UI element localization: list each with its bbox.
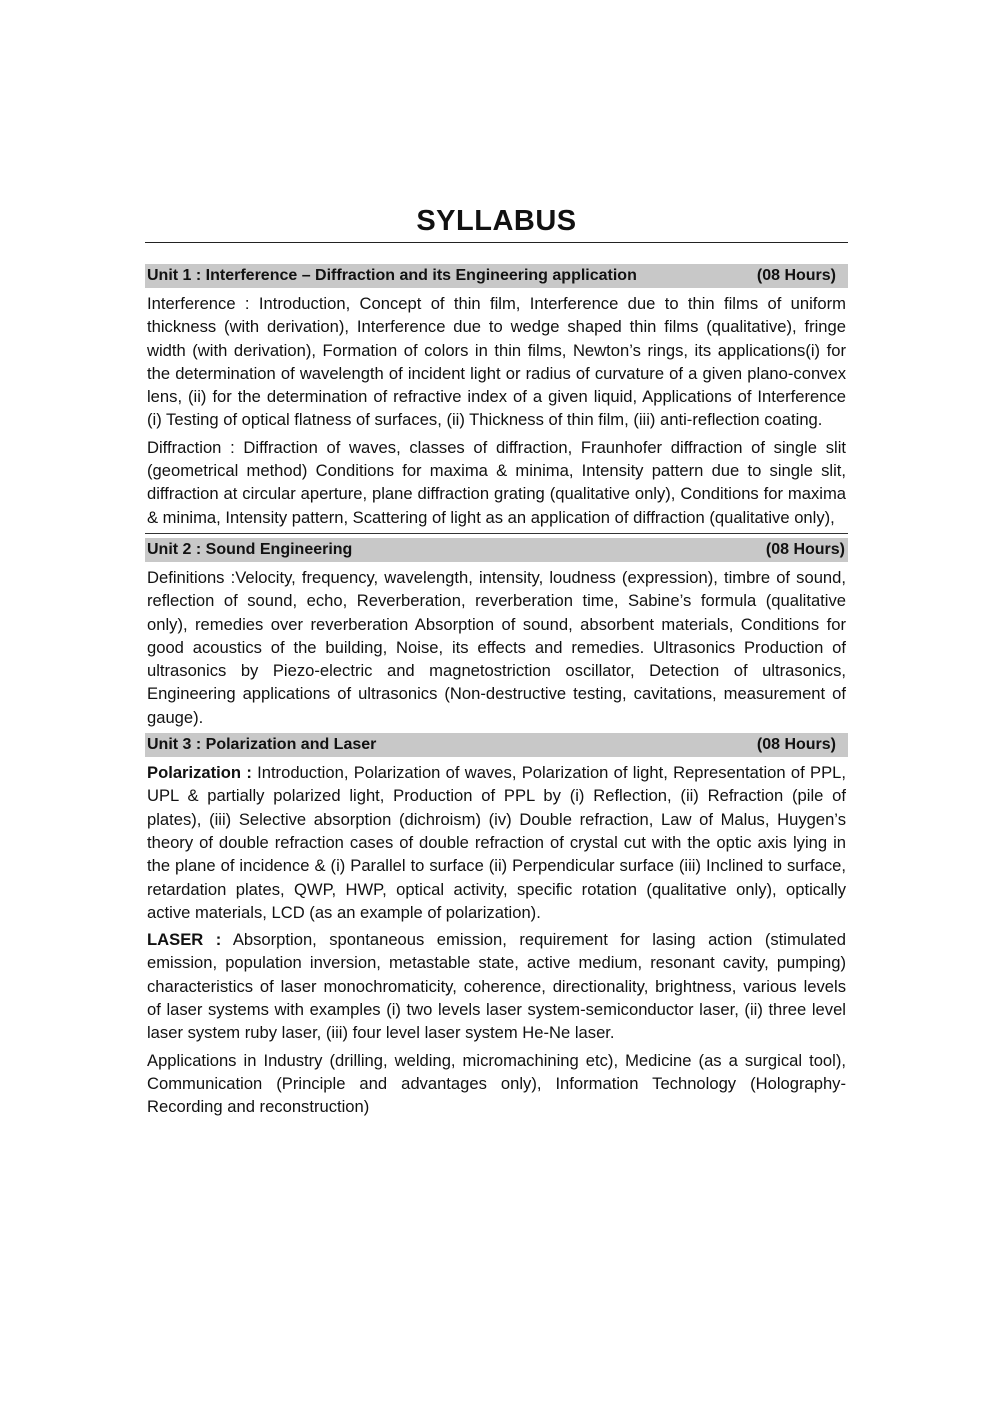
unit-3-hours: (08 Hours) bbox=[756, 736, 836, 754]
unit-3-paragraph-1-lead: Polarization : bbox=[147, 763, 252, 783]
section-divider bbox=[145, 533, 848, 534]
unit-3-paragraph-2-text: Absorption, spontaneous emission, requirement for lasing action (stimulated emission, population inversion, metastable state, active medium, resonant cavity, pumping) characteristics of laser monochromaticity, coherence, directionality, brightness, various levels of laser systems with examples (i) two levels laser system-semiconductor laser, (ii) three level laser system ruby laser, (iii) four level laser system He-Ne laser. bbox=[147, 930, 847, 1043]
unit-2-paragraph-definitions bbox=[147, 566, 846, 729]
unit-3-paragraph-2-lead: LASER : bbox=[147, 930, 222, 950]
unit-1-paragraph-1-text: Interference : Introduction, Concept of thin film, Interference due to thin films of uniform thickness (with derivation), Interference due to wedge shaped thin films (qualitative), fringe width (with derivation), Formation of colors in thin films, Newton’s rings, its applications(i) for the determination of wavelength of incident light or radius of curvature of a given plano-convex lens, (ii) for the determination of refractive index of a given liquid, Applications of Interference (i) Testing of optical flatness of surfaces, (ii) Thickness of thin film, (iii) anti-reflection coating. bbox=[147, 294, 846, 430]
unit-3-paragraph-applications bbox=[147, 1049, 846, 1119]
unit-3-header bbox=[145, 733, 848, 757]
unit-1-heading: Unit 1 : Interference – Diffraction and its Engineering application bbox=[147, 267, 637, 284]
unit-3-paragraph-laser bbox=[147, 928, 846, 1044]
unit-3-paragraph-3-text: Applications in Industry (drilling, welding, micromachining etc), Medicine (as a surgical tool), Communication (Principle and advantages only), Information Technology (Holography-Recording and reconstruction) bbox=[147, 1050, 846, 1117]
unit-1-paragraph-2-text: Diffraction : Diffraction of waves, classes of diffraction, Fraunhofer diffraction of single slit (geometrical method) Conditions for maxima & minima, Intensity pattern due to single slit, diffraction at circular aperture, plane diffraction grating (qualitative only), Conditions for maxima & minima, Intensity pattern, Scattering of light as an application of diffraction (qualitative only), bbox=[147, 437, 846, 527]
unit-2-heading: Unit 2 : Sound Engineering bbox=[147, 540, 353, 558]
unit-1-header bbox=[145, 264, 848, 288]
unit-1-paragraph-interference bbox=[147, 292, 846, 432]
unit-3-heading: Unit 3 : Polarization and Laser bbox=[147, 736, 377, 754]
unit-2-paragraph-1-text: Definitions :Velocity, frequency, wavelength, intensity, loudness (expression), timbre of sound, reflection of sound, echo, Reverberation, reverberation time, Sabine’s formula (qualitative only), remedies over reverberation Absorption of sound, absorbent materials, Conditions for good acoustics of the building, Noise, its effects and remedies. Ultrasonics Production of ultrasonics by Piezo-electric and magnetostriction oscillator, Detection of ultrasonics, Engineering applications of ultrasonics (Non-destructive testing, cavitations, measurement of gauge). bbox=[147, 567, 846, 727]
syllabus-page bbox=[145, 205, 848, 1123]
page-title: SYLLABUS bbox=[145, 205, 848, 243]
unit-1-hours: (08 Hours) bbox=[756, 267, 836, 284]
unit-3-paragraph-polarization bbox=[147, 761, 846, 924]
unit-2-header bbox=[145, 538, 848, 562]
unit-3-paragraph-1-text: Introduction, Polarization of waves, Polarization of light, Representation of PPL, UPL & partially polarized light, Production of PPL by (i) Reflection, (ii) Refraction (pile of plates), (iii) Selective absorption (dichroism) (iv) Double refraction, Law of Malus, Huygen’s theory of double refraction cases of double refraction of crystal cut with the optic axis lying in the plane of incidence & (i) Parallel to surface (ii) Perpendicular surface (iii) Inclined to surface, retardation plates, QWP, HWP, optical activity, specific rotation (qualitative only), optically active materials, LCD (as an example of polarization). bbox=[147, 763, 846, 922]
unit-2-hours: (08 Hours) bbox=[765, 540, 845, 558]
unit-1-paragraph-diffraction bbox=[147, 436, 846, 529]
